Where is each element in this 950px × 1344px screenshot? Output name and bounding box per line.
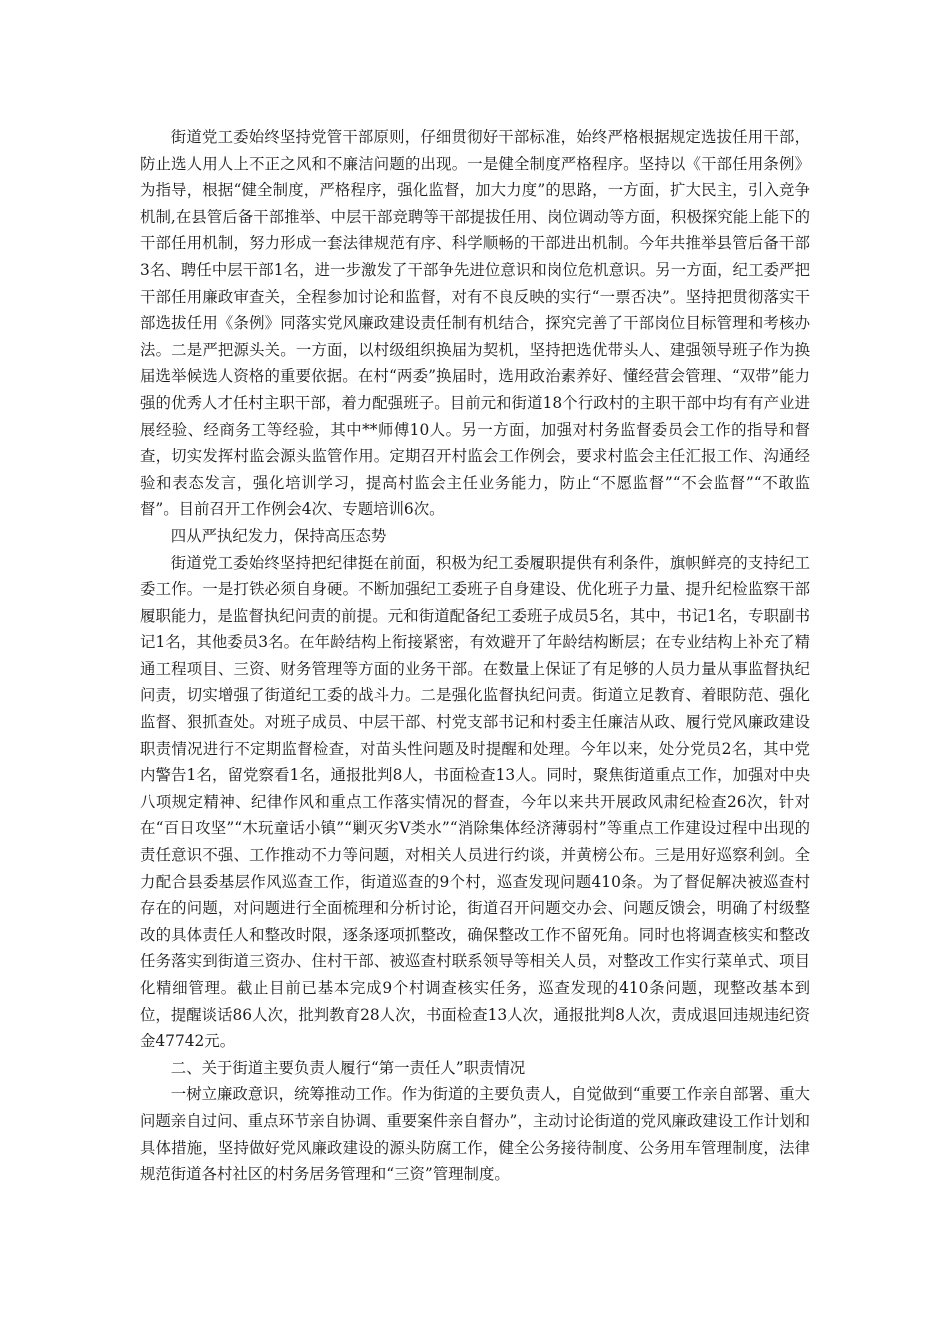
document-page [140,124,810,1188]
section-heading-strict-discipline: 四从严执纪发力，保持高压态势 [170,526,387,545]
body-paragraph-discipline-enforcement: 街道党工委始终坚持把纪律挺在前面，积极为纪工委履职提供有利条件，旗帜鲜亮的支持纪工委工作。一是打铁必须自身硬。不断加强纪工委班子自身建设、优化班子力量、提升纪检监察干部履职能力，是监督执纪问责的前提。元和街道配备纪工委班子成员5名，其中，书记1名，专职副书记1名，其他委员3名。在年龄结构上衔接紧密，有效避开了年龄结构断层；在专业结构上补充了精通工程项目、三资、财务管理等方面的业务干部。在数量上保证了有足够的人员力量从事监督执纪问责，切实增强了街道纪工委的战斗力。二是强化监督执纪问责。街道立足教育、着眼防范、强化监督、狠抓查处。对班子成员、中层干部、村党支部书记和村委主任廉洁从政、履行党风廉政建设职责情况进行不定期监督检查，对苗头性问题及时提醒和处理。今年以来，处分党员2名，其中党内警告1名，留党察看1名，通报批判8人，书面检查13人。同时，聚焦街道重点工作，加强对中央八项规定精神、纪律作风和重点工作落实情况的督查，今年以来共开展政风肃纪检查26次，针对在“百日攻坚”“木玩童话小镇”“剿灭劣Ⅴ类水”“消除集体经济薄弱村”等重点工作建设过程中出现的责任意识不强、工作推动不力等问题，对相关人员进行约谈，并黄榜公布。三是用好巡察利剑。全力配合县委基层作风巡查工作，街道巡查的9个村，巡查发现问题410条。为了督促解决被巡查村存在的问题，对问题进行全面梳理和分析讨论，街道召开问题交办会、问题反馈会，明确了村级整改的具体责任人和整改时限，逐条逐项抓整改，确保整改工作不留死角。同时也将调查核实和整改任务落实到街道三资办、住村干部、被巡查村联系领导等相关人员，对整改工作实行菜单式、项目化精细管理。截止目前已基本完成9个村调查核实任务，巡查发现的410条问题，现整改基本到位，提醒谈话86人次，批判教育28人次，书面检查13人次，通报批判8人次，责成退回违规违纪资金47742元。 [140,553,810,1051]
body-paragraph-integrity-awareness: 一树立廉政意识，统筹推动工作。作为街道的主要负责人，自觉做到“重要工作亲自部署、重大问题亲自过问、重点环节亲自协调、重要案件亲自督办”，主动讨论街道的党风廉政建设工作计划和具体措施，坚持做好党风廉政建设的源头防腐工作，健全公务接待制度、公务用车管理制度，法律规范街道各村社区的村务居务管理和“三资”管理制度。 [140,1085,810,1184]
section-heading-first-responsible-person: 二、关于街道主要负责人履行“第一责任人”职责情况 [170,1058,526,1077]
body-paragraph-cadre-management: 街道党工委始终坚持党管干部原则，仔细贯彻好干部标准，始终严格根据规定选拔任用干部，防止选人用人上不正之风和不廉洁问题的出现。一是健全制度严格程序。坚持以《干部任用条例》为指导，根据“健全制度，严格程序，强化监督，加大力度”的思路，一方面，扩大民主，引入竞争机制,在县管后备干部推举、中层干部竞聘等干部提拔任用、岗位调动等方面，积极探究能上能下的干部任用机制，努力形成一套法律规范有序、科学顺畅的干部进出机制。今年共推举县管后备干部3名、聘任中层干部1名，进一步激发了干部争先进位意识和岗位危机意识。另一方面，纪工委严把干部任用廉政审查关，全程参加讨论和监督，对有不良反映的实行“一票否决”。坚持把贯彻落实干部选拔任用《条例》同落实党风廉政建设责任制有机结合，探究完善了干部岗位目标管理和考核办法。二是严把源头关。一方面，以村级组织换届为契机，坚持把选优带头人、建强领导班子作为换届选举候选人资格的重要依据。在村“两委”换届时，选用政治素养好、懂经营会管理、“双带”能力强的优秀人才任村主职干部，着力配强班子。目前元和街道18个行政村的主职干部中均有有产业进展经验、经商务工等经验，其中**师傅10人。另一方面，加强对村务监督委员会工作的指导和督查，切实发挥村监会源头监管作用。定期召开村监会工作例会，要求村监会主任汇报工作、沟通经验和表态发言，强化培训学习，提高村监会主任业务能力，防止“不愿监督”“不会监督”“不敢监督”。目前召开工作例会4次、专题培训6次。 [140,128,810,519]
